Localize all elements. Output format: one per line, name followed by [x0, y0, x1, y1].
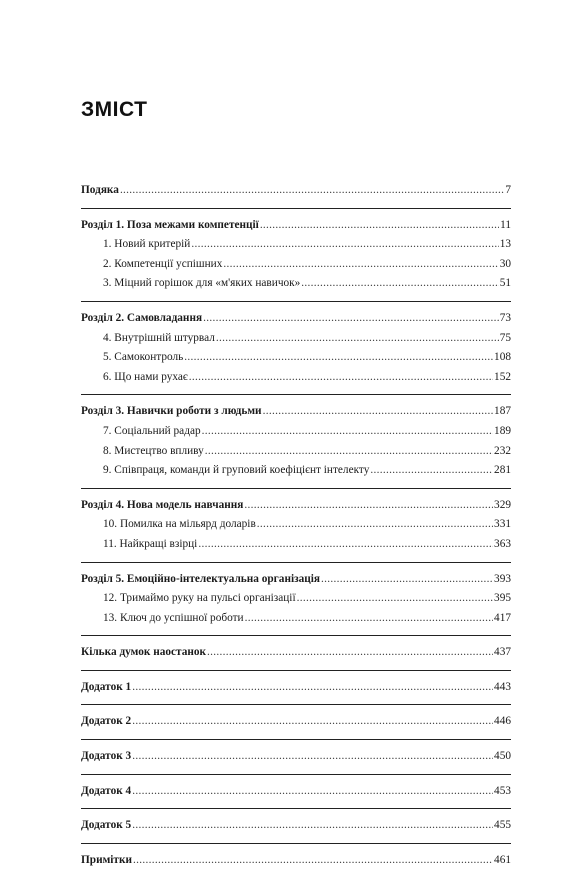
dot-leader — [223, 255, 498, 275]
toc-page-number: 453 — [494, 784, 511, 797]
toc-chapter-entry — [81, 368, 511, 388]
toc-page-number: 7 — [505, 184, 511, 196]
toc-page-number: 443 — [494, 680, 511, 693]
toc-chapter-entry — [81, 329, 511, 349]
toc-page-number: 363 — [494, 537, 511, 550]
toc-chapter-entry — [81, 235, 511, 255]
section-divider — [81, 488, 511, 489]
toc-entry-title: Подяка — [81, 184, 119, 196]
toc-page-number: 450 — [494, 750, 511, 763]
toc-entry-title: Розділ 2. Самовладання — [81, 311, 203, 324]
toc-chapter-entry — [81, 589, 511, 609]
dot-leader — [203, 309, 499, 329]
toc-page-number: 11 — [500, 218, 511, 231]
toc-section-entry — [81, 216, 511, 236]
dot-leader — [191, 235, 498, 255]
toc-entry-title: Примітки — [81, 853, 132, 866]
toc-page-number: 281 — [494, 464, 511, 477]
section-divider — [81, 774, 511, 775]
dot-leader — [132, 747, 493, 767]
toc-section-entry — [81, 181, 511, 201]
toc-page-number: 187 — [494, 405, 511, 418]
section-divider — [81, 394, 511, 395]
toc-section-entry — [81, 570, 511, 590]
toc-entry-title: 4. Внутрішній штурвал — [103, 331, 215, 344]
toc-chapter-entry — [81, 274, 511, 294]
dot-leader — [263, 402, 493, 422]
toc-entry-title: Додаток 5 — [81, 819, 132, 832]
toc-page-number: 329 — [494, 498, 511, 511]
toc-page-number: 417 — [494, 611, 511, 624]
toc-page-number: 152 — [494, 370, 511, 383]
toc-entry-title: 12. Тримаймо руку на пульсі організації — [103, 592, 296, 605]
toc-page-number: 108 — [494, 351, 511, 364]
toc-chapter-entry — [81, 515, 511, 535]
toc-page-number: 73 — [499, 311, 511, 324]
toc-page-number: 446 — [494, 715, 511, 728]
section-divider — [81, 670, 511, 671]
dot-leader — [260, 216, 499, 236]
toc-page-number: 13 — [499, 238, 511, 251]
section-divider — [81, 208, 511, 209]
dot-leader — [207, 643, 493, 663]
toc-page-number: 51 — [499, 277, 511, 290]
toc-entry-title: Розділ 3. Навички роботи з людьми — [81, 405, 262, 418]
section-divider — [81, 739, 511, 740]
toc-chapter-entry — [81, 609, 511, 629]
dot-leader — [297, 589, 493, 609]
section-divider — [81, 704, 511, 705]
toc-section-entry — [81, 747, 511, 767]
section-divider — [81, 808, 511, 809]
toc-entry-title: 1. Новий критерій — [103, 238, 191, 251]
dot-leader — [216, 329, 499, 349]
toc-page-number: 75 — [499, 331, 511, 344]
section-divider — [81, 635, 511, 636]
toc-page-number: 437 — [494, 646, 511, 659]
toc-section-entry — [81, 782, 511, 802]
dot-leader — [198, 535, 493, 555]
toc-entry-title: 2. Компетенції успішних — [103, 257, 223, 270]
toc-entry-title: 8. Мистецтво впливу — [103, 444, 204, 457]
dot-leader — [132, 678, 493, 698]
dot-leader — [245, 609, 493, 629]
toc-section-entry — [81, 851, 511, 870]
dot-leader — [133, 851, 493, 870]
dot-leader — [189, 368, 493, 388]
dot-leader — [132, 782, 493, 802]
dot-leader — [257, 515, 493, 535]
toc-section-entry — [81, 402, 511, 422]
toc-entry-title: Додаток 4 — [81, 784, 132, 797]
toc-section-entry — [81, 678, 511, 698]
toc-entry-title: 6. Що нами рухає — [103, 370, 188, 383]
toc-entry-title: Додаток 1 — [81, 680, 132, 693]
dot-leader — [370, 461, 493, 481]
toc-page-number: 461 — [494, 853, 511, 866]
toc-entry-title: 7. Соціальний радар — [103, 424, 201, 437]
dot-leader — [301, 274, 498, 294]
toc-entry-title: Додаток 2 — [81, 715, 132, 728]
toc-chapter-entry — [81, 422, 511, 442]
dot-leader — [120, 181, 504, 201]
toc-chapter-entry — [81, 461, 511, 481]
toc-entry-title: 11. Найкращі взірці — [103, 537, 198, 550]
section-divider — [81, 301, 511, 302]
dot-leader — [205, 442, 493, 462]
toc-section-entry — [81, 309, 511, 329]
section-divider — [81, 562, 511, 563]
toc-entry-title: Розділ 5. Емоційно-інтелектуальна організація — [81, 572, 321, 585]
toc-entry-title: 3. Міцний горішок для «м'яких навичок» — [103, 277, 301, 290]
dot-leader — [202, 422, 493, 442]
page-title: ЗМІСТ — [81, 98, 148, 121]
dot-leader — [132, 712, 493, 732]
toc-entry-title: Розділ 4. Нова модель навчання — [81, 498, 244, 511]
toc-section-entry — [81, 496, 511, 516]
toc-chapter-entry — [81, 348, 511, 368]
toc-entry-title: Кілька думок наостанок — [81, 646, 207, 659]
toc-chapter-entry — [81, 535, 511, 555]
toc-section-entry — [81, 712, 511, 732]
toc-page-number: 189 — [494, 424, 511, 437]
toc-page-number: 30 — [499, 257, 511, 270]
toc-entry-title: 9. Співпраця, команди й груповий коефіцієнт інтелекту — [103, 464, 370, 477]
toc-entry-title: 10. Помилка на мільярд доларів — [103, 518, 256, 531]
toc-section-entry — [81, 643, 511, 663]
toc-page-number: 395 — [494, 592, 511, 605]
toc-entry-title: Розділ 1. Поза межами компетенції — [81, 218, 259, 231]
dot-leader — [244, 496, 493, 516]
toc-entry-title: 13. Ключ до успішної роботи — [103, 611, 244, 624]
toc-page-number: 232 — [494, 444, 511, 457]
toc-chapter-entry — [81, 255, 511, 275]
dot-leader — [132, 816, 493, 836]
toc-page-number: 331 — [494, 518, 511, 531]
dot-leader — [184, 348, 493, 368]
toc-entry-title: Додаток 3 — [81, 750, 132, 763]
toc-page-number: 455 — [494, 819, 511, 832]
dot-leader — [321, 570, 493, 590]
section-divider — [81, 843, 511, 844]
toc-entry-title: 5. Самоконтроль — [103, 351, 184, 364]
toc-page-number: 393 — [494, 572, 511, 585]
table-of-contents — [81, 181, 511, 870]
toc-section-entry — [81, 816, 511, 836]
toc-chapter-entry — [81, 442, 511, 462]
